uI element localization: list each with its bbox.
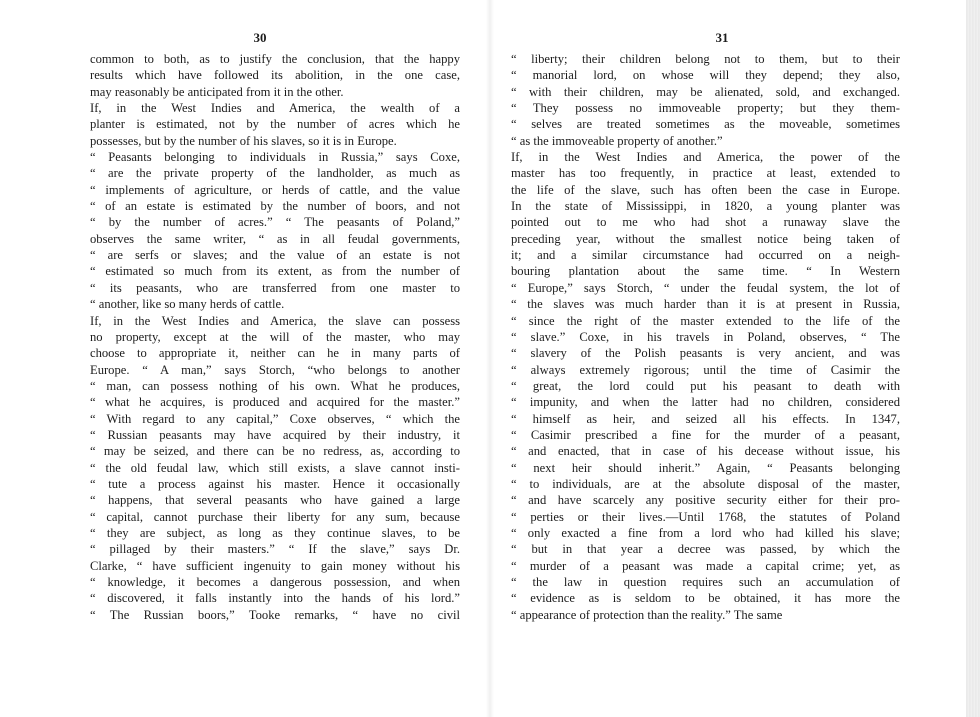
text-line: “ slave.” Coxe, in his travels in Poland, observes, “ The (511, 329, 900, 344)
text-line: “ may be seized, and there can be no redress, as, according to (90, 444, 460, 459)
text-line: “ what he acquires, is produced and acquired for the master.” (90, 395, 460, 410)
text-line: “ the slaves was much harder than it is at present in Russia, (511, 297, 900, 312)
page-edge-shading (966, 0, 980, 717)
text-line: If, in the West Indies and America, the slave can possess (90, 313, 460, 328)
page-number-left: 30 (253, 30, 267, 45)
text-line: master has too frequently, in practice at least, extended to (511, 166, 900, 181)
text-line: “ slavery of the Polish peasants is very ancient, and was (511, 346, 900, 361)
text-line: “ implements of agriculture, or herds of cattle, and the value (90, 182, 460, 197)
text-line: “ himself as heir, and seized all his effects. In 1347, (511, 411, 900, 426)
text-line: preceding year, without the smallest notice being taken of (511, 231, 900, 246)
text-line: “ man, can possess nothing of his own. What he produces, (90, 378, 460, 393)
text-line: “ its peasants, who are transferred from one master to (90, 280, 460, 295)
text-line: “ they are subject, as long as they continue slaves, to be (90, 525, 460, 540)
text-line: “ are the private property of the landholder, as much as (90, 166, 460, 181)
text-line: “ Europe,” says Storch, “ under the feudal system, the lot of (511, 280, 900, 295)
text-line: “ and enacted, that in case of his decease without issue, his (511, 444, 900, 459)
text-line: bouring plantation about the same time. “ In Western (511, 264, 900, 279)
text-line: possesses, but by the number of his slaves, so it is in Europe. (90, 133, 397, 148)
text-line: “ the old feudal law, which still exists, a slave cannot insti- (90, 460, 460, 475)
right-page-text (511, 51, 900, 623)
text-line: “ manorial lord, on whose will they depend; they also, (511, 68, 900, 83)
text-line: the life of the slave, such has often been the case in Europe. (511, 182, 900, 197)
text-line: pointed out to me who had shot a runaway slave the (511, 215, 900, 230)
text-line: “ another, like so many herds of cattle. (90, 297, 285, 312)
text-line: Clarke, “ have sufficient ingenuity to gain money without his (90, 558, 460, 573)
text-line: choose to appropriate it, neither can he in many parts of (90, 346, 460, 361)
text-line: “ They possess no immoveable property; but they them- (511, 101, 900, 116)
text-line: “ estimated so much from its extent, as from the number of (90, 264, 460, 279)
text-line: “ liberty; their children belong not to them, but to their (511, 52, 900, 66)
text-line: “ perties or their lives.—Until 1768, the statutes of Poland (511, 509, 900, 524)
left-page-text (90, 51, 460, 623)
text-line: “ appearance of protection than the reality.” The same (511, 607, 783, 622)
text-line: results which have followed its abolition, in the one case, (90, 68, 460, 83)
text-line: common to both, as to justify the conclusion, that the happy (90, 52, 460, 66)
text-line: “ the law in question requires such an accumulation of (511, 575, 900, 589)
page-number-right: 31 (715, 30, 729, 45)
text-line: “ but in that year a decree was passed, by which the (511, 542, 900, 557)
text-line: it; and a similar circumstance had occurred on a neigh- (511, 248, 900, 263)
text-line: “ are serfs or slaves; and the value of an estate is not (90, 248, 460, 263)
text-line: “ to individuals, are at the absolute disposal of the master, (511, 476, 900, 491)
text-line: “ by the number of acres.” “ The peasants of Poland,” (90, 215, 460, 230)
text-line: “ Casimir prescribed a fine for the murder of a peasant, (511, 427, 900, 442)
text-line: “ pillaged by their masters.” “ If the slave,” says Dr. (90, 542, 460, 557)
text-line: “ With regard to any capital,” Coxe observes, “ which the (90, 411, 460, 426)
text-line: “ as the immoveable property of another.” (511, 133, 723, 148)
text-line: If, in the West Indies and America, the wealth of a (90, 101, 460, 116)
text-line: “ knowledge, it becomes a dangerous possession, and when (90, 575, 460, 589)
text-line: “ The Russian boors,” Tooke remarks, “ have no civil (90, 607, 460, 622)
text-line: “ and have scarcely any positive security either for their pro- (511, 493, 900, 508)
text-line: “ only exacted a fine from a lord who had killed his slave; (511, 525, 900, 540)
text-line: may reasonably be anticipated from it in the other. (90, 84, 344, 99)
text-line: no property, except at the will of the master, who may (90, 329, 460, 344)
text-line: “ tute a process against his master. Hence it occasionally (90, 476, 460, 491)
right-page (490, 0, 980, 717)
text-line: “ next heir should inherit.” Again, “ Peasants belonging (511, 460, 900, 475)
text-line: “ Peasants belonging to individuals in Russia,” says Coxe, (90, 150, 460, 165)
text-line: “ discovered, it falls instantly into the hands of his lord.” (90, 591, 460, 606)
text-line: “ of an estate is estimated by the number of boors, and not (90, 199, 460, 214)
text-line: “ always extremely rigorous; until the time of Casimir the (511, 362, 900, 377)
text-line: “ happens, that several peasants who have gained a large (90, 493, 460, 508)
text-line: “ since the right of the master extended to the life of the (511, 313, 900, 328)
text-line: “ selves are treated sometimes as the moveable, sometimes (511, 117, 900, 132)
text-line: “ impunity, and when the latter had no children, considered (511, 395, 900, 410)
text-line: “ capital, cannot purchase their liberty for any sum, because (90, 509, 460, 524)
text-line: “ Russian peasants may have acquired by their industry, it (90, 427, 460, 442)
text-line: planter is estimated, not by the number of acres which he (90, 117, 460, 132)
text-line: Europe. “ A man,” says Storch, “who belongs to another (90, 362, 460, 377)
text-line: In the state of Mississippi, in 1820, a young planter was (511, 199, 900, 214)
text-line: observes the same writer, “ as in all feudal governments, (90, 231, 460, 246)
text-line: “ great, the lord could put his peasant to death with (511, 378, 900, 393)
text-line: “ evidence as is seldom to be obtained, it has more the (511, 591, 900, 606)
text-line: “ murder of a peasant was made a capital crime; yet, as (511, 558, 900, 573)
text-line: “ with their children, may be alienated, sold, and exchanged. (511, 84, 900, 99)
text-line: If, in the West Indies and America, the power of the (511, 150, 900, 165)
